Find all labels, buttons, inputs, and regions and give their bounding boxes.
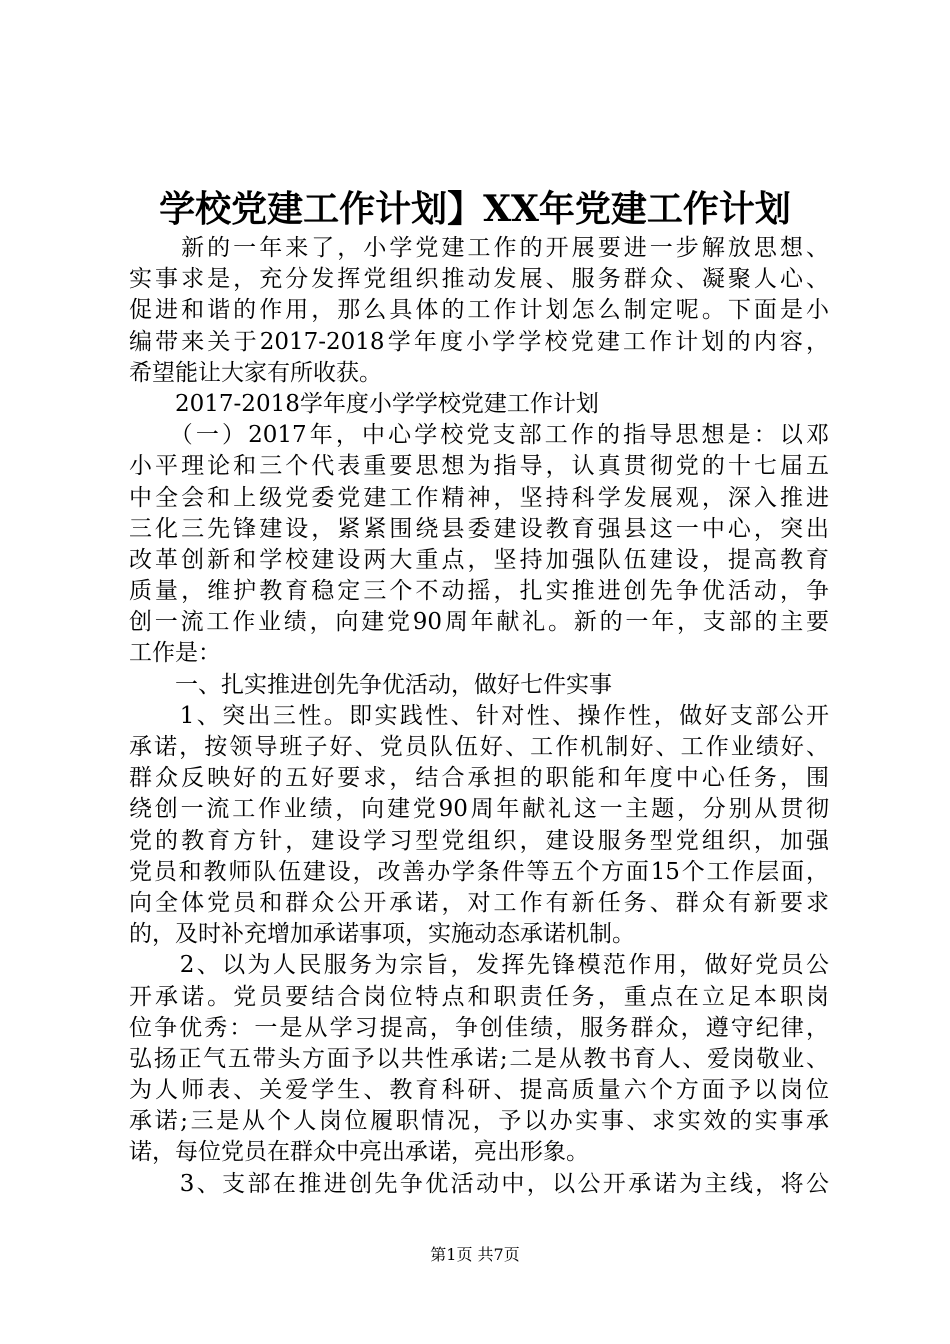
body-line: 党员和教师队伍建设，改善办学条件等五个方面15个工作层面，	[129, 858, 829, 885]
body-line: 3、支部在推进创先争优活动中，以公开承诺为主线，将公	[129, 1170, 829, 1197]
body-line: 开承诺。党员要结合岗位特点和职责任务，重点在立足本职岗	[129, 983, 829, 1010]
body-line: 编带来关于2017-2018学年度小学学校党建工作计划的内容，	[129, 328, 829, 355]
body-line: 1、突出三性。即实践性、针对性、操作性，做好支部公开	[129, 702, 829, 729]
body-line: 工作是：	[129, 640, 221, 667]
body-line: 群众反映好的五好要求，结合承担的职能和年度中心任务，围	[129, 765, 829, 792]
body-line: 为人师表、关爱学生、教育科研、提高质量六个方面予以岗位	[129, 1077, 829, 1104]
body-line: 质量，维护教育稳定三个不动摇，扎实推进创先争优活动，争	[129, 578, 829, 605]
body-line: 小平理论和三个代表重要思想为指导，认真贯彻党的十七届五	[129, 453, 829, 480]
body-line: 改革创新和学校建设两大重点，坚持加强队伍建设，提高教育	[129, 546, 829, 573]
page-footer: 第1页 共7页	[430, 1245, 520, 1264]
body-line: 党的教育方针，建设学习型党组织，建设服务型党组织，加强	[129, 827, 829, 854]
body-line: 一、扎实推进创先争优活动，做好七件实事	[129, 671, 612, 698]
body-line: 实事求是，充分发挥党组织推动发展、服务群众、凝聚人心、	[129, 266, 829, 293]
body-line: 2、以为人民服务为宗旨，发挥先锋模范作用，做好党员公	[129, 952, 829, 979]
body-line: 承诺;三是从个人岗位履职情况，予以办实事、求实效的实事承	[129, 1108, 829, 1135]
document-body	[129, 233, 829, 1200]
body-line: 承诺，按领导班子好、党员队伍好、工作机制好、工作业绩好、	[129, 734, 829, 760]
document-title: 学校党建工作计划】XX年党建工作计划	[159, 188, 791, 230]
body-line: 三化三先锋建设，紧紧围绕县委建设教育强县这一中心，突出	[129, 515, 829, 542]
body-line: 中全会和上级党委党建工作精神，坚持科学发展观，深入推进	[129, 484, 829, 511]
body-line: 希望能让大家有所收获。	[129, 359, 382, 386]
body-line: 位争优秀：一是从学习提高，争创佳绩，服务群众，遵守纪律，	[129, 1014, 829, 1041]
body-line: 向全体党员和群众公开承诺，对工作有新任务、群众有新要求	[129, 889, 829, 916]
body-line: （一）2017年，中心学校党支部工作的指导思想是：以邓	[129, 422, 829, 449]
body-line: 的，及时补充增加承诺事项，实施动态承诺机制。	[129, 921, 635, 948]
body-line: 2017-2018学年度小学学校党建工作计划	[129, 390, 599, 417]
body-line: 诺，每位党员在群众中亮出承诺，亮出形象。	[129, 1139, 589, 1166]
body-line: 促进和谐的作用，那么具体的工作计划怎么制定呢。下面是小	[129, 297, 829, 324]
body-line: 创一流工作业绩，向建党90周年献礼。新的一年，支部的主要	[129, 609, 829, 636]
body-line: 绕创一流工作业绩，向建党90周年献礼这一主题，分别从贯彻	[129, 796, 829, 823]
body-line: 弘扬正气五带头方面予以共性承诺;二是从教书育人、爱岗敬业、	[129, 1045, 829, 1072]
body-line: 新的一年来了，小学党建工作的开展要进一步解放思想、	[129, 235, 829, 261]
